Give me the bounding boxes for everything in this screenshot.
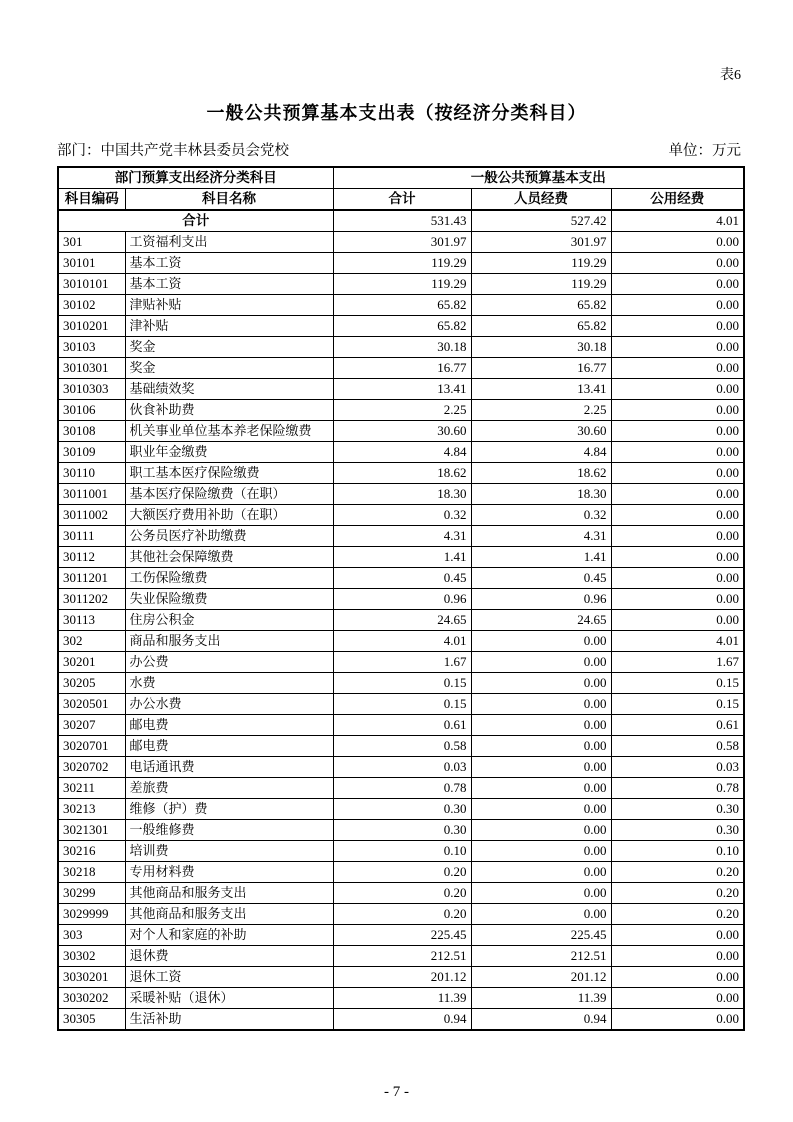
name-cell: 办公水费 — [125, 694, 333, 715]
name-cell: 基本工资 — [125, 253, 333, 274]
table-row — [58, 883, 744, 904]
table-row — [58, 967, 744, 988]
table-row — [58, 799, 744, 820]
code-cell: 3010101 — [58, 274, 125, 295]
personnel-cell: 0.00 — [471, 673, 611, 694]
table-row — [58, 652, 744, 673]
table-row — [58, 400, 744, 421]
table-row — [58, 904, 744, 925]
personnel-cell: 18.30 — [471, 484, 611, 505]
table-body — [58, 210, 744, 1030]
column-header-total: 合计 — [333, 189, 471, 211]
personnel-cell: 0.96 — [471, 589, 611, 610]
personnel-cell: 65.82 — [471, 316, 611, 337]
name-cell: 邮电费 — [125, 715, 333, 736]
total-cell: 0.15 — [333, 694, 471, 715]
public-cell: 0.61 — [611, 715, 744, 736]
personnel-cell: 16.77 — [471, 358, 611, 379]
name-cell: 职工基本医疗保险缴费 — [125, 463, 333, 484]
page-title: 一般公共预算基本支出表（按经济分类科目） — [206, 103, 587, 123]
public-cell: 1.67 — [611, 652, 744, 673]
personnel-cell: 0.00 — [471, 631, 611, 652]
total-cell: 0.61 — [333, 715, 471, 736]
personnel-cell: 301.97 — [471, 232, 611, 253]
public-cell: 0.00 — [611, 925, 744, 946]
personnel-cell: 65.82 — [471, 295, 611, 316]
name-cell: 维修（护）费 — [125, 799, 333, 820]
public-cell: 0.00 — [611, 295, 744, 316]
personnel-cell: 0.00 — [471, 820, 611, 841]
personnel-cell: 119.29 — [471, 253, 611, 274]
table-row — [58, 778, 744, 799]
public-cell: 4.01 — [611, 631, 744, 652]
code-cell: 30218 — [58, 862, 125, 883]
code-cell: 30201 — [58, 652, 125, 673]
total-row-public: 4.01 — [611, 210, 744, 232]
code-cell: 30211 — [58, 778, 125, 799]
personnel-cell: 0.00 — [471, 883, 611, 904]
table-number-label: 表6 — [720, 68, 741, 83]
total-cell: 11.39 — [333, 988, 471, 1009]
total-cell: 201.12 — [333, 967, 471, 988]
code-cell: 3010303 — [58, 379, 125, 400]
name-cell: 退休费 — [125, 946, 333, 967]
personnel-cell: 0.32 — [471, 505, 611, 526]
table-row — [58, 610, 744, 631]
total-cell: 0.58 — [333, 736, 471, 757]
personnel-cell: 0.45 — [471, 568, 611, 589]
code-cell: 30109 — [58, 442, 125, 463]
public-cell: 0.00 — [611, 232, 744, 253]
table-row — [58, 631, 744, 652]
name-cell: 其他社会保障缴费 — [125, 547, 333, 568]
personnel-cell: 212.51 — [471, 946, 611, 967]
total-row-personnel: 527.42 — [471, 210, 611, 232]
code-cell: 30111 — [58, 526, 125, 547]
total-cell: 2.25 — [333, 400, 471, 421]
total-cell: 119.29 — [333, 274, 471, 295]
code-cell: 30113 — [58, 610, 125, 631]
public-cell: 0.00 — [611, 526, 744, 547]
total-cell: 24.65 — [333, 610, 471, 631]
total-cell: 18.62 — [333, 463, 471, 484]
code-cell: 3020701 — [58, 736, 125, 757]
table-row — [58, 463, 744, 484]
code-cell: 30106 — [58, 400, 125, 421]
public-cell: 0.20 — [611, 883, 744, 904]
total-cell: 0.15 — [333, 673, 471, 694]
column-header-code: 科目编码 — [58, 189, 125, 211]
total-cell: 0.10 — [333, 841, 471, 862]
header-group-expenditure: 一般公共预算基本支出 — [333, 167, 744, 189]
code-cell: 3020702 — [58, 757, 125, 778]
public-cell: 0.00 — [611, 1009, 744, 1031]
name-cell: 邮电费 — [125, 736, 333, 757]
public-cell: 0.00 — [611, 589, 744, 610]
personnel-cell: 4.31 — [471, 526, 611, 547]
table-row — [58, 358, 744, 379]
code-cell: 3011001 — [58, 484, 125, 505]
name-cell: 工资福利支出 — [125, 232, 333, 253]
public-cell: 0.78 — [611, 778, 744, 799]
public-cell: 0.30 — [611, 799, 744, 820]
code-cell: 30302 — [58, 946, 125, 967]
code-cell: 30213 — [58, 799, 125, 820]
name-cell: 差旅费 — [125, 778, 333, 799]
total-cell: 4.31 — [333, 526, 471, 547]
total-cell: 0.03 — [333, 757, 471, 778]
personnel-cell: 13.41 — [471, 379, 611, 400]
code-cell: 3021301 — [58, 820, 125, 841]
table-row — [58, 568, 744, 589]
public-cell: 0.00 — [611, 400, 744, 421]
code-cell: 30299 — [58, 883, 125, 904]
code-cell: 3030201 — [58, 967, 125, 988]
name-cell: 大额医疗费用补助（在职） — [125, 505, 333, 526]
table-row — [58, 715, 744, 736]
code-cell: 30103 — [58, 337, 125, 358]
code-cell: 3010301 — [58, 358, 125, 379]
code-cell: 30207 — [58, 715, 125, 736]
total-cell: 65.82 — [333, 316, 471, 337]
total-cell: 301.97 — [333, 232, 471, 253]
total-cell: 0.20 — [333, 883, 471, 904]
table-row — [58, 820, 744, 841]
total-cell: 0.78 — [333, 778, 471, 799]
code-cell: 30101 — [58, 253, 125, 274]
header-columns-row — [58, 189, 744, 211]
personnel-cell: 11.39 — [471, 988, 611, 1009]
name-cell: 退休工资 — [125, 967, 333, 988]
total-cell: 30.60 — [333, 421, 471, 442]
personnel-cell: 201.12 — [471, 967, 611, 988]
table-row — [58, 694, 744, 715]
public-cell: 0.00 — [611, 421, 744, 442]
personnel-cell: 0.00 — [471, 652, 611, 673]
table-row — [58, 337, 744, 358]
code-cell: 301 — [58, 232, 125, 253]
public-cell: 0.00 — [611, 442, 744, 463]
total-cell: 0.45 — [333, 568, 471, 589]
table-row — [58, 442, 744, 463]
public-cell: 0.00 — [611, 484, 744, 505]
public-cell: 0.00 — [611, 253, 744, 274]
table-row — [58, 736, 744, 757]
column-header-public: 公用经费 — [611, 189, 744, 211]
table-row — [58, 379, 744, 400]
name-cell: 基本工资 — [125, 274, 333, 295]
code-cell: 30216 — [58, 841, 125, 862]
name-cell: 津补贴 — [125, 316, 333, 337]
code-cell: 30102 — [58, 295, 125, 316]
public-cell: 0.00 — [611, 505, 744, 526]
unit-label: 单位：万元 — [668, 143, 741, 159]
personnel-cell: 0.00 — [471, 841, 611, 862]
header-group-row — [58, 167, 744, 189]
column-header-personnel: 人员经费 — [471, 189, 611, 211]
table-row — [58, 841, 744, 862]
total-cell: 18.30 — [333, 484, 471, 505]
public-cell: 0.03 — [611, 757, 744, 778]
personnel-cell: 0.00 — [471, 799, 611, 820]
public-cell: 0.00 — [611, 316, 744, 337]
table-row — [58, 946, 744, 967]
total-cell: 119.29 — [333, 253, 471, 274]
table-row — [58, 862, 744, 883]
public-cell: 0.00 — [611, 358, 744, 379]
public-cell: 0.00 — [611, 610, 744, 631]
name-cell: 对个人和家庭的补助 — [125, 925, 333, 946]
personnel-cell: 0.00 — [471, 715, 611, 736]
name-cell: 水费 — [125, 673, 333, 694]
public-cell: 0.20 — [611, 904, 744, 925]
total-row-total: 531.43 — [333, 210, 471, 232]
total-cell: 212.51 — [333, 946, 471, 967]
total-cell: 225.45 — [333, 925, 471, 946]
name-cell: 机关事业单位基本养老保险缴费 — [125, 421, 333, 442]
budget-table — [57, 166, 745, 1031]
name-cell: 其他商品和服务支出 — [125, 883, 333, 904]
total-cell: 30.18 — [333, 337, 471, 358]
public-cell: 0.20 — [611, 862, 744, 883]
personnel-cell: 0.00 — [471, 694, 611, 715]
code-cell: 3030202 — [58, 988, 125, 1009]
table-row — [58, 988, 744, 1009]
personnel-cell: 4.84 — [471, 442, 611, 463]
code-cell: 30305 — [58, 1009, 125, 1031]
code-cell: 3020501 — [58, 694, 125, 715]
public-cell: 0.15 — [611, 694, 744, 715]
code-cell: 302 — [58, 631, 125, 652]
personnel-cell: 24.65 — [471, 610, 611, 631]
table-row — [58, 505, 744, 526]
name-cell: 专用材料费 — [125, 862, 333, 883]
personnel-cell: 30.18 — [471, 337, 611, 358]
personnel-cell: 2.25 — [471, 400, 611, 421]
table-row — [58, 589, 744, 610]
personnel-cell: 30.60 — [471, 421, 611, 442]
code-cell: 30110 — [58, 463, 125, 484]
public-cell: 0.00 — [611, 379, 744, 400]
table-row — [58, 547, 744, 568]
name-cell: 电话通讯费 — [125, 757, 333, 778]
total-cell: 65.82 — [333, 295, 471, 316]
public-cell: 0.00 — [611, 337, 744, 358]
name-cell: 工伤保险缴费 — [125, 568, 333, 589]
personnel-cell: 0.00 — [471, 862, 611, 883]
total-cell: 16.77 — [333, 358, 471, 379]
public-cell: 0.00 — [611, 547, 744, 568]
code-cell: 30108 — [58, 421, 125, 442]
name-cell: 采暖补贴（退休） — [125, 988, 333, 1009]
department-label: 部门：中国共产党丰林县委员会党校 — [57, 143, 289, 159]
code-cell: 3029999 — [58, 904, 125, 925]
name-cell: 商品和服务支出 — [125, 631, 333, 652]
public-cell: 0.00 — [611, 967, 744, 988]
name-cell: 办公费 — [125, 652, 333, 673]
personnel-cell: 1.41 — [471, 547, 611, 568]
table-row — [58, 757, 744, 778]
table-row — [58, 925, 744, 946]
code-cell: 3011002 — [58, 505, 125, 526]
total-cell: 0.30 — [333, 820, 471, 841]
header-group-classification: 部门预算支出经济分类科目 — [58, 167, 333, 189]
name-cell: 培训费 — [125, 841, 333, 862]
name-cell: 失业保险缴费 — [125, 589, 333, 610]
total-cell: 13.41 — [333, 379, 471, 400]
table-row — [58, 1009, 744, 1031]
code-cell: 3010201 — [58, 316, 125, 337]
name-cell: 基本医疗保险缴费（在职） — [125, 484, 333, 505]
name-cell: 奖金 — [125, 358, 333, 379]
code-cell: 30205 — [58, 673, 125, 694]
total-cell: 0.20 — [333, 904, 471, 925]
code-cell: 30112 — [58, 547, 125, 568]
name-cell: 住房公积金 — [125, 610, 333, 631]
public-cell: 0.00 — [611, 946, 744, 967]
total-row — [58, 210, 744, 232]
total-cell: 1.41 — [333, 547, 471, 568]
table-row — [58, 295, 744, 316]
name-cell: 生活补助 — [125, 1009, 333, 1031]
name-cell: 职业年金缴费 — [125, 442, 333, 463]
name-cell: 伙食补助费 — [125, 400, 333, 421]
personnel-cell: 0.00 — [471, 904, 611, 925]
public-cell: 0.00 — [611, 463, 744, 484]
public-cell: 0.00 — [611, 274, 744, 295]
page-number: - 7 - — [384, 1084, 409, 1100]
table-row — [58, 484, 744, 505]
meta-line — [57, 139, 741, 160]
personnel-cell: 0.00 — [471, 757, 611, 778]
table-row — [58, 316, 744, 337]
table-row — [58, 232, 744, 253]
total-cell: 0.94 — [333, 1009, 471, 1031]
personnel-cell: 0.00 — [471, 736, 611, 757]
table-row — [58, 421, 744, 442]
table-row — [58, 673, 744, 694]
name-cell: 基础绩效奖 — [125, 379, 333, 400]
code-cell: 3011202 — [58, 589, 125, 610]
personnel-cell: 119.29 — [471, 274, 611, 295]
personnel-cell: 0.94 — [471, 1009, 611, 1031]
name-cell: 公务员医疗补助缴费 — [125, 526, 333, 547]
public-cell: 0.00 — [611, 568, 744, 589]
total-cell: 4.84 — [333, 442, 471, 463]
total-row-label: 合计 — [58, 210, 333, 232]
public-cell: 0.15 — [611, 673, 744, 694]
public-cell: 0.10 — [611, 841, 744, 862]
table-row — [58, 253, 744, 274]
name-cell: 奖金 — [125, 337, 333, 358]
public-cell: 0.30 — [611, 820, 744, 841]
personnel-cell: 18.62 — [471, 463, 611, 484]
code-cell: 3011201 — [58, 568, 125, 589]
code-cell: 303 — [58, 925, 125, 946]
table-row — [58, 526, 744, 547]
table-row — [58, 274, 744, 295]
personnel-cell: 0.00 — [471, 778, 611, 799]
name-cell: 其他商品和服务支出 — [125, 904, 333, 925]
name-cell: 一般维修费 — [125, 820, 333, 841]
public-cell: 0.58 — [611, 736, 744, 757]
total-cell: 0.30 — [333, 799, 471, 820]
column-header-name: 科目名称 — [125, 189, 333, 211]
total-cell: 1.67 — [333, 652, 471, 673]
name-cell: 津贴补贴 — [125, 295, 333, 316]
personnel-cell: 225.45 — [471, 925, 611, 946]
total-cell: 0.32 — [333, 505, 471, 526]
public-cell: 0.00 — [611, 988, 744, 1009]
total-cell: 4.01 — [333, 631, 471, 652]
total-cell: 0.20 — [333, 862, 471, 883]
total-cell: 0.96 — [333, 589, 471, 610]
